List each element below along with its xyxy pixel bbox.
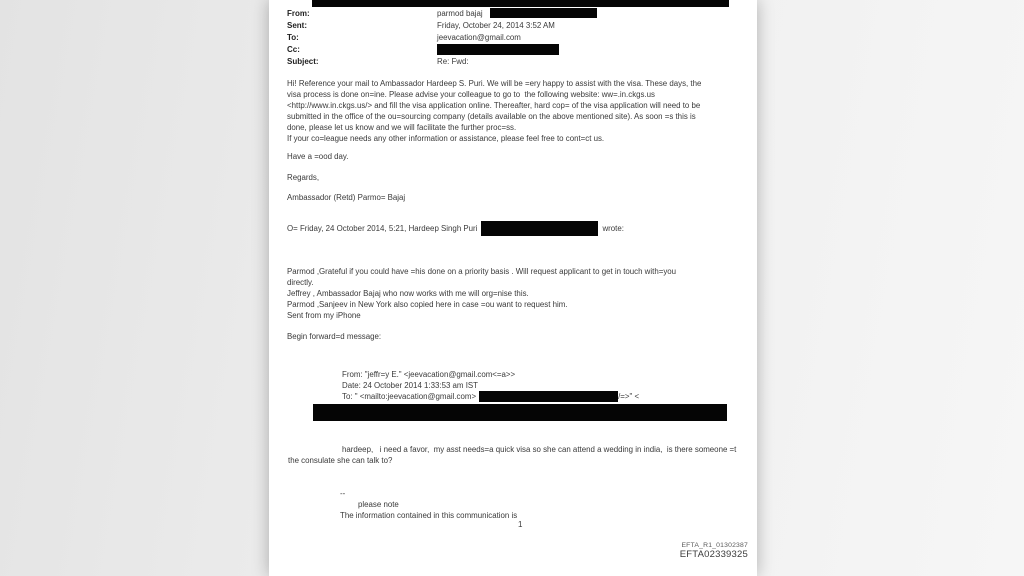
header-row-from <box>287 7 742 19</box>
scanned-email-page <box>269 0 757 576</box>
redaction-bar-large <box>313 404 727 421</box>
to-value: jeevacation@gmail.com <box>437 32 521 42</box>
body-text-line: Parmod ,Grateful if you could have =his done on a priority basis . Will request applicant to get in touch with=you <box>287 267 677 276</box>
forwarded-header <box>342 369 639 402</box>
subject-label: Subject: <box>287 56 319 66</box>
redaction-bar-reply <box>481 221 598 236</box>
forwarded-to-prefix: To: " <mailto:jeevacation@gmail.com> <box>342 392 477 401</box>
redaction-bar-from <box>490 8 597 18</box>
body-text-line: done, please let us know and we will facilitate the further proc=ss. <box>287 123 517 132</box>
sent-value: Friday, October 24, 2014 3:52 AM <box>437 20 555 30</box>
body-text-line: visa process is done on=ine. Please advise your colleague to go to the following website: ww=.in.ckgs.us <box>287 90 656 99</box>
body-paragraph-2 <box>287 266 676 321</box>
footer-doc-id-large: EFTA02339325 <box>679 549 748 560</box>
sent-label: Sent: <box>287 20 307 30</box>
cc-label: Cc: <box>287 44 300 54</box>
from-value: parmod bajaj <box>437 8 597 18</box>
body-text-line: submitted in the office of the ou=sourcing company (details available on the above mentioned site). As soon =s this is <box>287 112 696 121</box>
to-label: To: <box>287 32 299 42</box>
signature-line: Ambassador (Retd) Parmo= Bajaj <box>287 193 406 202</box>
header-row-sent <box>287 19 742 31</box>
regards-line: Regards, <box>287 173 320 182</box>
header-row-to <box>287 31 742 43</box>
forwarded-to-line <box>342 391 639 402</box>
redaction-bar-top <box>312 0 729 7</box>
request-line-2: the consulate she can talk to? <box>288 456 393 465</box>
body-text-line: <http://www.in.ckgs.us/> and fill the visa application online. Thereafter, hard cop= of the visa application will need to be <box>287 101 701 110</box>
from-label: From: <box>287 8 310 18</box>
begin-forwarded-line: Begin forward=d message: <box>287 332 382 341</box>
body-text-line: Sent from my iPhone <box>287 311 361 320</box>
body-text-line: If your co=league needs any other information or assistance, please feel free to cont=ct us. <box>287 134 605 143</box>
forwarded-date-line: Date: 24 October 2014 1:33:53 am IST <box>342 381 478 390</box>
please-note-line: please note <box>358 500 399 509</box>
body-text-line: directly. <box>287 278 314 287</box>
body-text-line: Hi! Reference your mail to Ambassador Hardeep S. Puri. We will be =ery happy to assist with the visa. These days, the <box>287 79 702 88</box>
header-row-subject <box>287 55 742 67</box>
forwarded-to-suffix: /=>" < <box>618 392 640 401</box>
footer-doc-ids <box>680 542 748 560</box>
footer-doc-id-small: EFTA_R1_01302387 <box>681 542 748 549</box>
request-line-1: hardeep, i need a favor, my asst needs=a quick visa so she can attend a wedding in india, is there someone =t <box>342 445 737 454</box>
email-header <box>287 7 742 67</box>
have-good-day-line: Have a =ood day. <box>287 152 349 161</box>
reply-attribution-line <box>287 220 624 236</box>
signature-divider: -- <box>340 489 346 498</box>
cc-value <box>437 44 559 55</box>
body-text-line: Jeffrey , Ambassador Bajaj who now works with me will org=nise this. <box>287 289 529 298</box>
forwarded-from-line: From: "jeffr=y E." <jeevacation@gmail.com<=a>> <box>342 370 516 379</box>
body-text-line: Parmod ,Sanjeev in New York also copied here in case =ou want to request him. <box>287 300 568 309</box>
disclaimer-line: The information contained in this communication is <box>340 511 518 520</box>
reply-attribution-suffix: wrote: <box>602 223 624 233</box>
redaction-bar-cc <box>437 44 559 55</box>
body-paragraph-1 <box>287 78 701 144</box>
header-row-cc <box>287 43 742 55</box>
reply-attribution-prefix: O= Friday, 24 October 2014, 5:21, Hardeep Singh Puri <box>287 223 478 233</box>
page-number: 1 <box>518 520 523 529</box>
subject-value: Re: Fwd: <box>437 56 469 66</box>
redaction-bar-forwarded-to <box>479 391 618 402</box>
